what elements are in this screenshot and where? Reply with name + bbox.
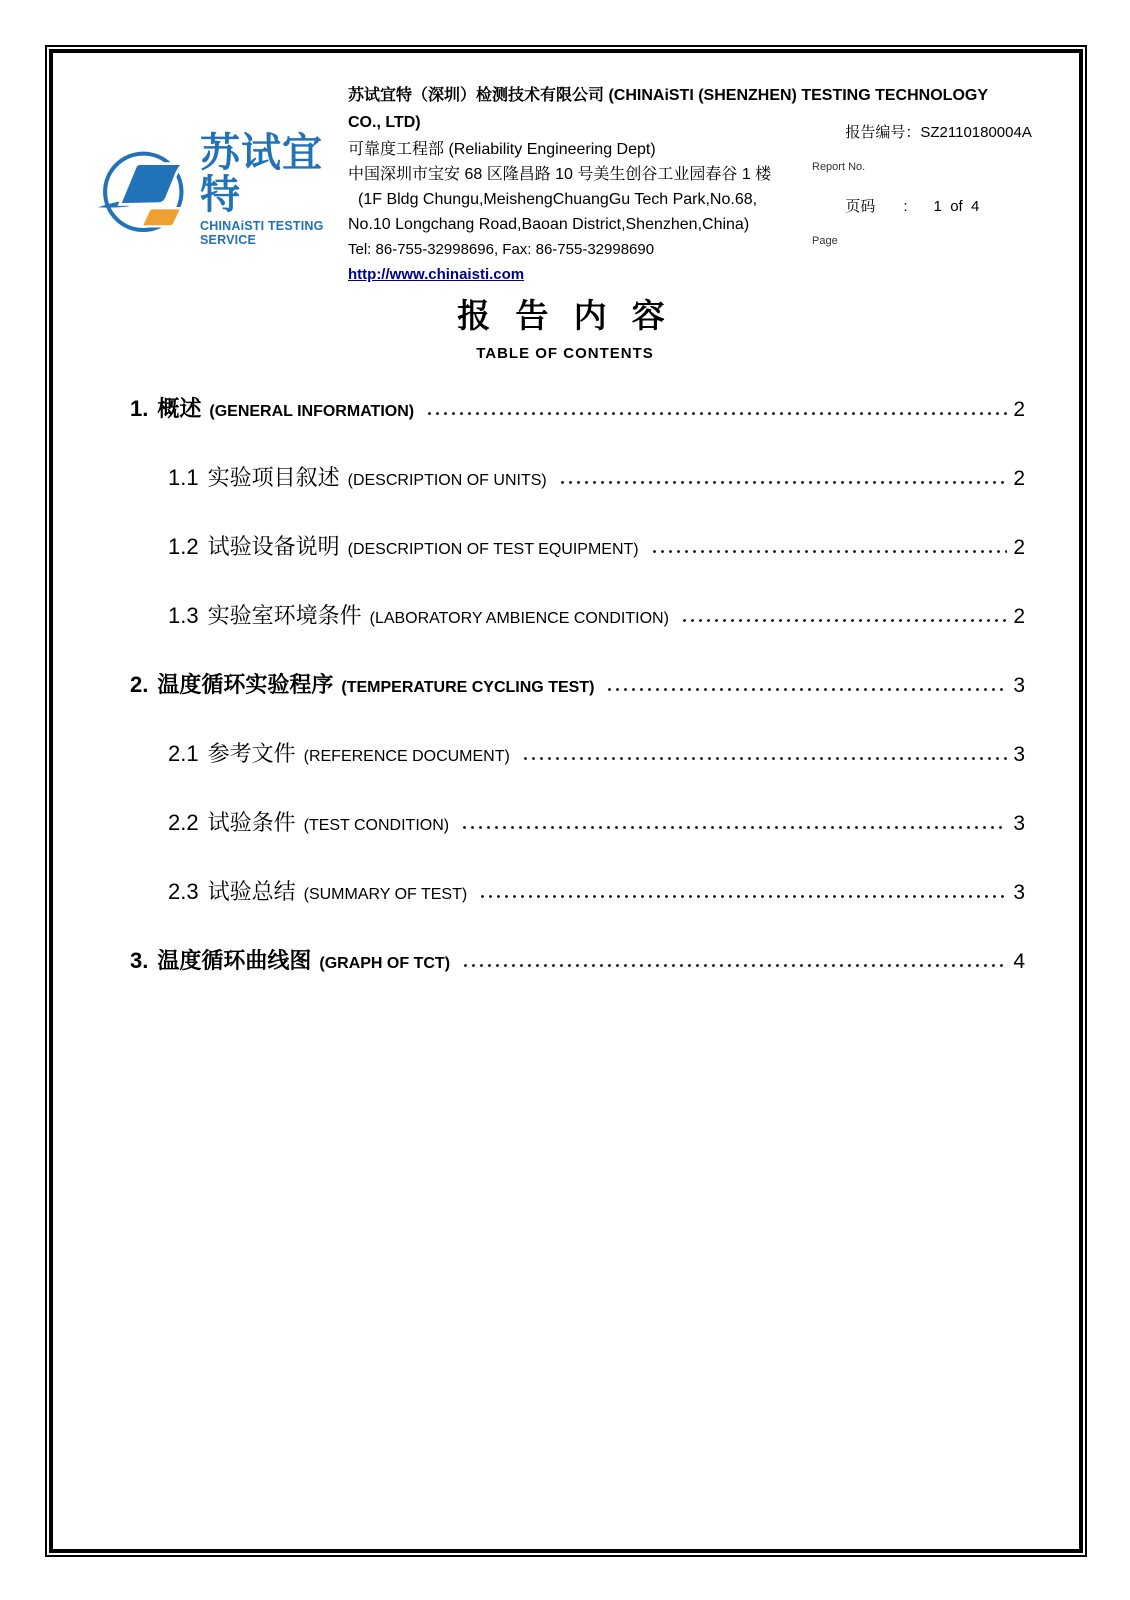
logo-name-cn: 苏试宜特 <box>200 131 323 217</box>
toc-item-title-en: (DESCRIPTION OF UNITS) <box>347 472 547 489</box>
page-number-row <box>812 180 1082 234</box>
toc-item-1-3 <box>168 599 1025 629</box>
department-line: 可靠度工程部 (Reliability Engineering Dept) <box>348 141 656 158</box>
toc-item-number: 1.3 <box>168 603 199 628</box>
dot-leader <box>608 688 1007 691</box>
toc-item-title-cn: 试验总结 <box>207 879 296 904</box>
toc-item-1-1 <box>168 461 1025 491</box>
company-logo <box>96 132 344 247</box>
toc-item-2-1 <box>168 737 1025 767</box>
toc-item-title-en: (GENERAL INFORMATION) <box>209 403 415 420</box>
toc-item-page: 3 <box>1013 881 1025 904</box>
toc-item-page: 3 <box>1013 743 1025 766</box>
website-link[interactable]: http://www.chinaisti.com <box>348 266 525 283</box>
report-info-block <box>812 106 1082 254</box>
page-number-colon: : <box>903 198 908 215</box>
toc-item-number: 1.2 <box>168 534 199 559</box>
address-cn: 中国深圳市宝安 68 区隆昌路 10 号美生创谷工业园春谷 1 楼 <box>348 166 772 183</box>
toc-item-number: 1.1 <box>168 465 199 490</box>
dot-leader <box>481 895 1007 898</box>
toc-item-title-cn: 温度循环实验程序 <box>157 672 334 697</box>
toc-item-page: 3 <box>1013 674 1025 697</box>
logo-name-en: CHINAiSTI TESTING SERVICE <box>200 219 324 247</box>
toc-item-page: 2 <box>1013 467 1025 490</box>
toc-item-number: 2.2 <box>168 810 199 835</box>
toc-item-title-cn: 参考文件 <box>207 741 296 766</box>
toc-item-title-cn: 试验条件 <box>207 810 296 835</box>
toc-item-page: 2 <box>1013 536 1025 559</box>
toc-item-2 <box>130 668 1025 698</box>
toc-item-page: 2 <box>1013 605 1025 628</box>
toc-item-number: 2. <box>130 672 149 697</box>
company-name: 苏试宜特（深圳）检测技术有限公司 (CHINAiSTI (SHENZHEN) TESTING TECHNOLOGY CO., LTD) <box>348 87 988 131</box>
report-header <box>90 82 1035 282</box>
toc-item-2-2 <box>168 806 1025 836</box>
title-cn: 报 告 内 容 <box>457 297 673 334</box>
page-number-value: 1 of 4 <box>933 198 980 215</box>
toc-item-title-cn: 试验设备说明 <box>207 534 340 559</box>
chinaisti-logo-icon <box>96 142 196 238</box>
report-number-label: 报告编号： <box>845 124 921 141</box>
dot-leader <box>463 826 1007 829</box>
toc-item-page: 3 <box>1013 812 1025 835</box>
address-en-line1: (1F Bldg Chungu,MeishengChuangGu Tech Park,No.68, <box>358 191 758 208</box>
toc-item-title-en: (SUMMARY OF TEST) <box>303 886 468 903</box>
toc-item-title-en: (DESCRIPTION OF TEST EQUIPMENT) <box>347 541 639 558</box>
tel-fax-line: Tel: 86-755-32998696, Fax: 86-755-32998690 <box>348 241 655 258</box>
website-line <box>348 262 996 287</box>
toc-item-title-cn: 实验室环境条件 <box>207 603 362 628</box>
dot-leader <box>428 412 1007 415</box>
dot-leader <box>524 757 1007 760</box>
toc-item-number: 3. <box>130 948 149 973</box>
page-number-sublabel: Page <box>812 235 838 247</box>
toc-item-number: 2.3 <box>168 879 199 904</box>
toc-item-3 <box>130 944 1025 974</box>
toc-item-number: 1. <box>130 396 149 421</box>
report-number-sublabel: Report No. <box>812 161 866 173</box>
dot-leader <box>561 481 1008 484</box>
toc-item-1 <box>130 392 1025 422</box>
toc-item-page: 4 <box>1013 950 1025 973</box>
report-number-row <box>812 106 1082 160</box>
document-title <box>0 290 1130 362</box>
toc-item-2-3 <box>168 875 1025 905</box>
toc-item-title-en: (LABORATORY AMBIENCE CONDITION) <box>369 610 669 627</box>
toc-item-title-cn: 概述 <box>157 396 202 421</box>
toc-item-title-en: (REFERENCE DOCUMENT) <box>303 748 510 765</box>
dot-leader <box>683 619 1007 622</box>
toc-item-number: 2.1 <box>168 741 199 766</box>
toc-item-title-cn: 实验项目叙述 <box>207 465 340 490</box>
title-en: TABLE OF CONTENTS <box>476 345 654 362</box>
address-en-line2: No.10 Longchang Road,Baoan District,Shenzhen,China) <box>348 216 750 233</box>
toc-item-1-2 <box>168 530 1025 560</box>
toc-item-title-cn: 温度循环曲线图 <box>157 948 312 973</box>
table-of-contents <box>130 392 1025 1013</box>
report-number-value: SZ2110180004A <box>920 124 1032 141</box>
toc-item-title-en: (GRAPH OF TCT) <box>319 955 451 972</box>
logo-text <box>200 132 344 247</box>
dot-leader <box>464 964 1007 967</box>
toc-item-page: 2 <box>1013 398 1025 421</box>
toc-item-title-en: (TEST CONDITION) <box>303 817 450 834</box>
dot-leader <box>653 550 1008 553</box>
toc-item-title-en: (TEMPERATURE CYCLING TEST) <box>341 679 595 696</box>
page-number-label: 页码 <box>845 198 876 215</box>
